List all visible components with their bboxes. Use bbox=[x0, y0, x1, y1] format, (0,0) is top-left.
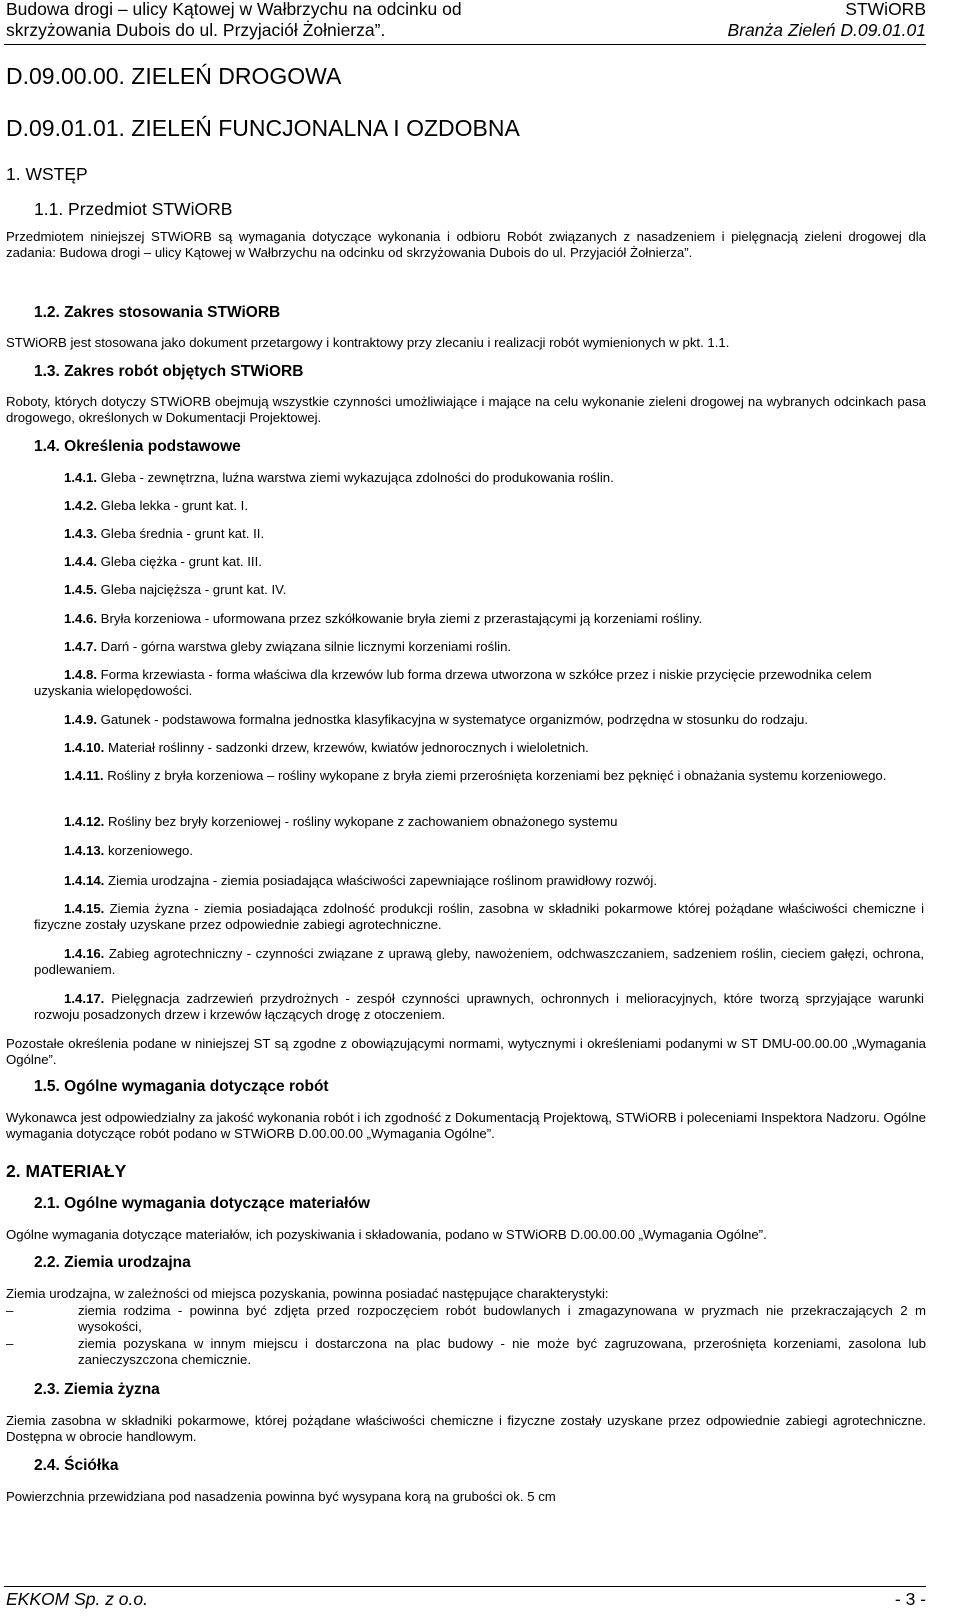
definition-text: Ziemia urodzajna - ziemia posiadająca właściwości zapewniające roślinom prawidłowy rozwój. bbox=[104, 873, 657, 888]
definition-number: 1.4.14. bbox=[64, 873, 105, 888]
definition-item bbox=[34, 667, 924, 700]
definition-number: 1.4.13. bbox=[64, 843, 105, 858]
definition-item bbox=[64, 582, 924, 598]
definition-text: Gleba - zewnętrzna, luźna warstwa ziemi wykazująca zdolności do produkowania roślin. bbox=[97, 470, 614, 485]
header-title-line2: skrzyżowania Dubois do ul. Przyjaciół Żołnierza”. bbox=[6, 20, 386, 40]
definition-text: Gleba ciężka - grunt kat. III. bbox=[97, 554, 262, 569]
definition-item bbox=[34, 991, 924, 1024]
bullet-dash: – bbox=[6, 1336, 14, 1351]
definition-item bbox=[64, 498, 924, 514]
bullet-text: ziemia rodzima - powinna być zdjęta przed rozpoczęciem robót budowlanych i zmagazynowana w pryzmach nie przekraczających 2 m wysokości, bbox=[78, 1303, 926, 1335]
definition-number: 1.4.17. bbox=[64, 991, 105, 1006]
definition-number: 1.4.7. bbox=[64, 639, 97, 654]
section-2-4-heading: 2.4. Ściółka bbox=[34, 1457, 119, 1474]
definition-text: Zabieg agrotechniczny - czynności związane z uprawą gleby, nawożeniem, odchwaszczaniem, sadzeniem roślin, cieciem gałęzi, ochrona, podlewaniem. bbox=[34, 946, 924, 978]
definition-number: 1.4.1. bbox=[64, 470, 97, 485]
definition-number: 1.4.10. bbox=[64, 740, 105, 755]
section-2-heading: 2. MATERIAŁY bbox=[6, 1161, 127, 1181]
definition-number: 1.4.4. bbox=[64, 554, 97, 569]
footer-page-number: - 3 - bbox=[894, 1589, 926, 1609]
definition-item bbox=[64, 611, 924, 627]
section-2-3-heading: 2.3. Ziemia żyzna bbox=[34, 1381, 160, 1398]
definition-number: 1.4.15. bbox=[64, 901, 105, 916]
definition-text: Materiał roślinny - sadzonki drzew, krzewów, kwiatów jednorocznych i wieloletnich. bbox=[104, 740, 589, 755]
definition-item bbox=[64, 843, 924, 859]
definition-number: 1.4.12. bbox=[64, 814, 105, 829]
definition-number: 1.4.3. bbox=[64, 526, 97, 541]
bullet-text: ziemia pozyskana w innym miejscu i dostarczona na plac budowy - nie może być zagruzowana, przerośnięta korzeniami, zasolona lub zanieczyszczona chemicznie. bbox=[78, 1336, 926, 1368]
definition-item bbox=[64, 526, 924, 542]
definition-text: Gleba najcięższa - grunt kat. IV. bbox=[97, 582, 287, 597]
definition-text: Gleba średnia - grunt kat. II. bbox=[97, 526, 265, 541]
section-1-5-text: Wykonawca jest odpowiedzialny za jakość wykonania robót i ich zgodność z Dokumentacją Projektową, STWiORB i poleceniami Inspektora Nadzoru. Ogólne wymagania dotyczące robót podano w STWiORB D.00.00.00 „Wymagania Ogólne”. bbox=[6, 1110, 926, 1142]
header-meta bbox=[728, 0, 926, 41]
header-rule bbox=[4, 44, 926, 45]
definition-item bbox=[64, 554, 924, 570]
footer-company: EKKOM Sp. z o.o. bbox=[6, 1589, 148, 1609]
definition-text: Forma krzewiasta - forma właściwa dla krzewów lub forma drzewa utworzona w szkółce przez i niskie przycięcie przewodnika celem uzyskania wielopędowości. bbox=[34, 667, 872, 699]
header-branch: Branża Zieleń D.09.01.01 bbox=[727, 20, 926, 40]
definition-number: 1.4.9. bbox=[64, 712, 97, 727]
section-2-3-text: Ziemia zasobna w składniki pokarmowe, której pożądane właściwości chemiczne i fizyczne zostały uzyskane przez odpowiednie zabiegi agrotechniczne. Dostępna w obrocie handlowym. bbox=[6, 1413, 926, 1445]
section-2-2-heading: 2.2. Ziemia urodzajna bbox=[34, 1254, 191, 1271]
section-1-4-closing-text: Pozostałe określenia podane w niniejszej ST są zgodne z obowiązującymi normami, wytycznymi i określeniami podanymi w ST DMU-00.00.00 „Wymagania Ogólne”. bbox=[6, 1036, 926, 1068]
definition-text: Gleba lekka - grunt kat. I. bbox=[97, 498, 248, 513]
section-2-1-text: Ogólne wymagania dotyczące materiałów, ich pozyskiwania i składowania, podano w STWiORB D.00.00.00 „Wymagania Ogólne”. bbox=[6, 1227, 767, 1242]
section-1-3-heading: 1.3. Zakres robót objętych STWiORB bbox=[34, 363, 304, 380]
section-1-2-heading: 1.2. Zakres stosowania STWiORB bbox=[34, 304, 281, 321]
definition-item bbox=[64, 639, 924, 655]
definition-item bbox=[64, 470, 924, 486]
definition-item bbox=[34, 946, 924, 979]
definition-item bbox=[64, 814, 924, 830]
definition-number: 1.4.2. bbox=[64, 498, 97, 513]
header-doc-type: STWiORB bbox=[845, 0, 926, 19]
section-1-1-text: Przedmiotem niniejszej STWiORB są wymagania dotyczące wykonania i odbioru Robót związanych z nasadzeniem i pielęgnacją zieleni drogowej dla zadania: Budowa drogi – ulicy Kątowej w Wałbrzychu na odcinku od skrzyżowania Dubois do ul. Przyjaciół Żołnierza”. bbox=[6, 229, 926, 261]
header-title-line1: Budowa drogi – ulicy Kątowej w Wałbrzychu na odcinku od bbox=[6, 0, 462, 19]
heading-spec: D.09.01.01. ZIELEŃ FUNCJONALNA I OZDOBNA bbox=[6, 115, 520, 141]
definition-item bbox=[64, 873, 924, 889]
definition-number: 1.4.5. bbox=[64, 582, 97, 597]
definition-text: Rośliny z bryła korzeniowa – rośliny wykopane z bryła ziemi przerośnięta korzeniami bez pęknięć i obnażania systemu korzeniowego. bbox=[103, 768, 887, 783]
heading-main: D.09.00.00. ZIELEŃ DROGOWA bbox=[6, 63, 342, 89]
definition-text: Rośliny bez bryły korzeniowej - rośliny wykopane z zachowaniem obnażonego systemu bbox=[104, 814, 618, 829]
definition-text: korzeniowego. bbox=[104, 843, 194, 858]
definition-number: 1.4.16. bbox=[64, 946, 105, 961]
section-2-1-heading: 2.1. Ogólne wymagania dotyczące materiałów bbox=[34, 1195, 370, 1212]
header-title bbox=[6, 0, 462, 41]
definition-item bbox=[34, 768, 894, 784]
definition-text: Darń - górna warstwa gleby związana silnie licznymi korzeniami roślin. bbox=[97, 639, 512, 654]
definition-number: 1.4.11. bbox=[64, 768, 104, 783]
definition-number: 1.4.6. bbox=[64, 611, 97, 626]
section-1-2-text: STWiORB jest stosowana jako dokument przetargowy i kontraktowy przy zlecaniu i realizacji robót wymienionych w pkt. 1.1. bbox=[6, 335, 730, 350]
section-1-3-text: Roboty, których dotyczy STWiORB obejmują wszystkie czynności umożliwiające i mające na celu wykonanie zieleni drogowej na wybranych odcinkach pasa drogowego, określonych w Dokumentacji Projektowej. bbox=[6, 394, 926, 426]
definition-text: Bryła korzeniowa - uformowana przez szkółkowanie bryła ziemi z przerastającymi ją korzeniami rośliny. bbox=[97, 611, 703, 626]
section-1-1-heading: 1.1. Przedmiot STWiORB bbox=[34, 199, 233, 219]
section-1-heading: 1. WSTĘP bbox=[6, 164, 88, 184]
definition-item bbox=[34, 901, 924, 934]
section-2-4-text: Powierzchnia przewidziana pod nasadzenia powinna być wysypana korą na grubości ok. 5 cm bbox=[6, 1489, 556, 1504]
section-1-5-heading: 1.5. Ogólne wymagania dotyczące robót bbox=[34, 1078, 329, 1095]
definition-text: Gatunek - podstawowa formalna jednostka klasyfikacyjna w systematyce organizmów, podrzędna w stosunku do rodzaju. bbox=[97, 712, 809, 727]
definition-number: 1.4.8. bbox=[64, 667, 97, 682]
footer-rule bbox=[4, 1586, 926, 1587]
definition-item bbox=[64, 740, 924, 756]
definition-text: Ziemia żyzna - ziemia posiadająca zdolność produkcji roślin, zasobna w składniki pokarmowe której pożądane właściwości chemiczne i fizyczne zostały uzyskane przez odpowiednie zabiegi agrotechniczne. bbox=[34, 901, 924, 933]
section-1-4-heading: 1.4. Określenia podstawowe bbox=[34, 438, 241, 455]
definition-text: Pielęgnacja zadrzewień przydrożnych - zespół czynności uprawnych, ochronnych i melioracyjnych, które tworzą sprzyjające warunki rozwoju posadzonych drzew i krzewów łączących drogę z otoczeniem. bbox=[34, 991, 924, 1023]
bullet-dash: – bbox=[6, 1303, 14, 1318]
page-header bbox=[6, 0, 926, 44]
section-2-2-text: Ziemia urodzajna, w zależności od miejsca pozyskania, powinna posiadać następujące charakterystyki: bbox=[6, 1286, 609, 1301]
definition-item bbox=[64, 712, 924, 728]
